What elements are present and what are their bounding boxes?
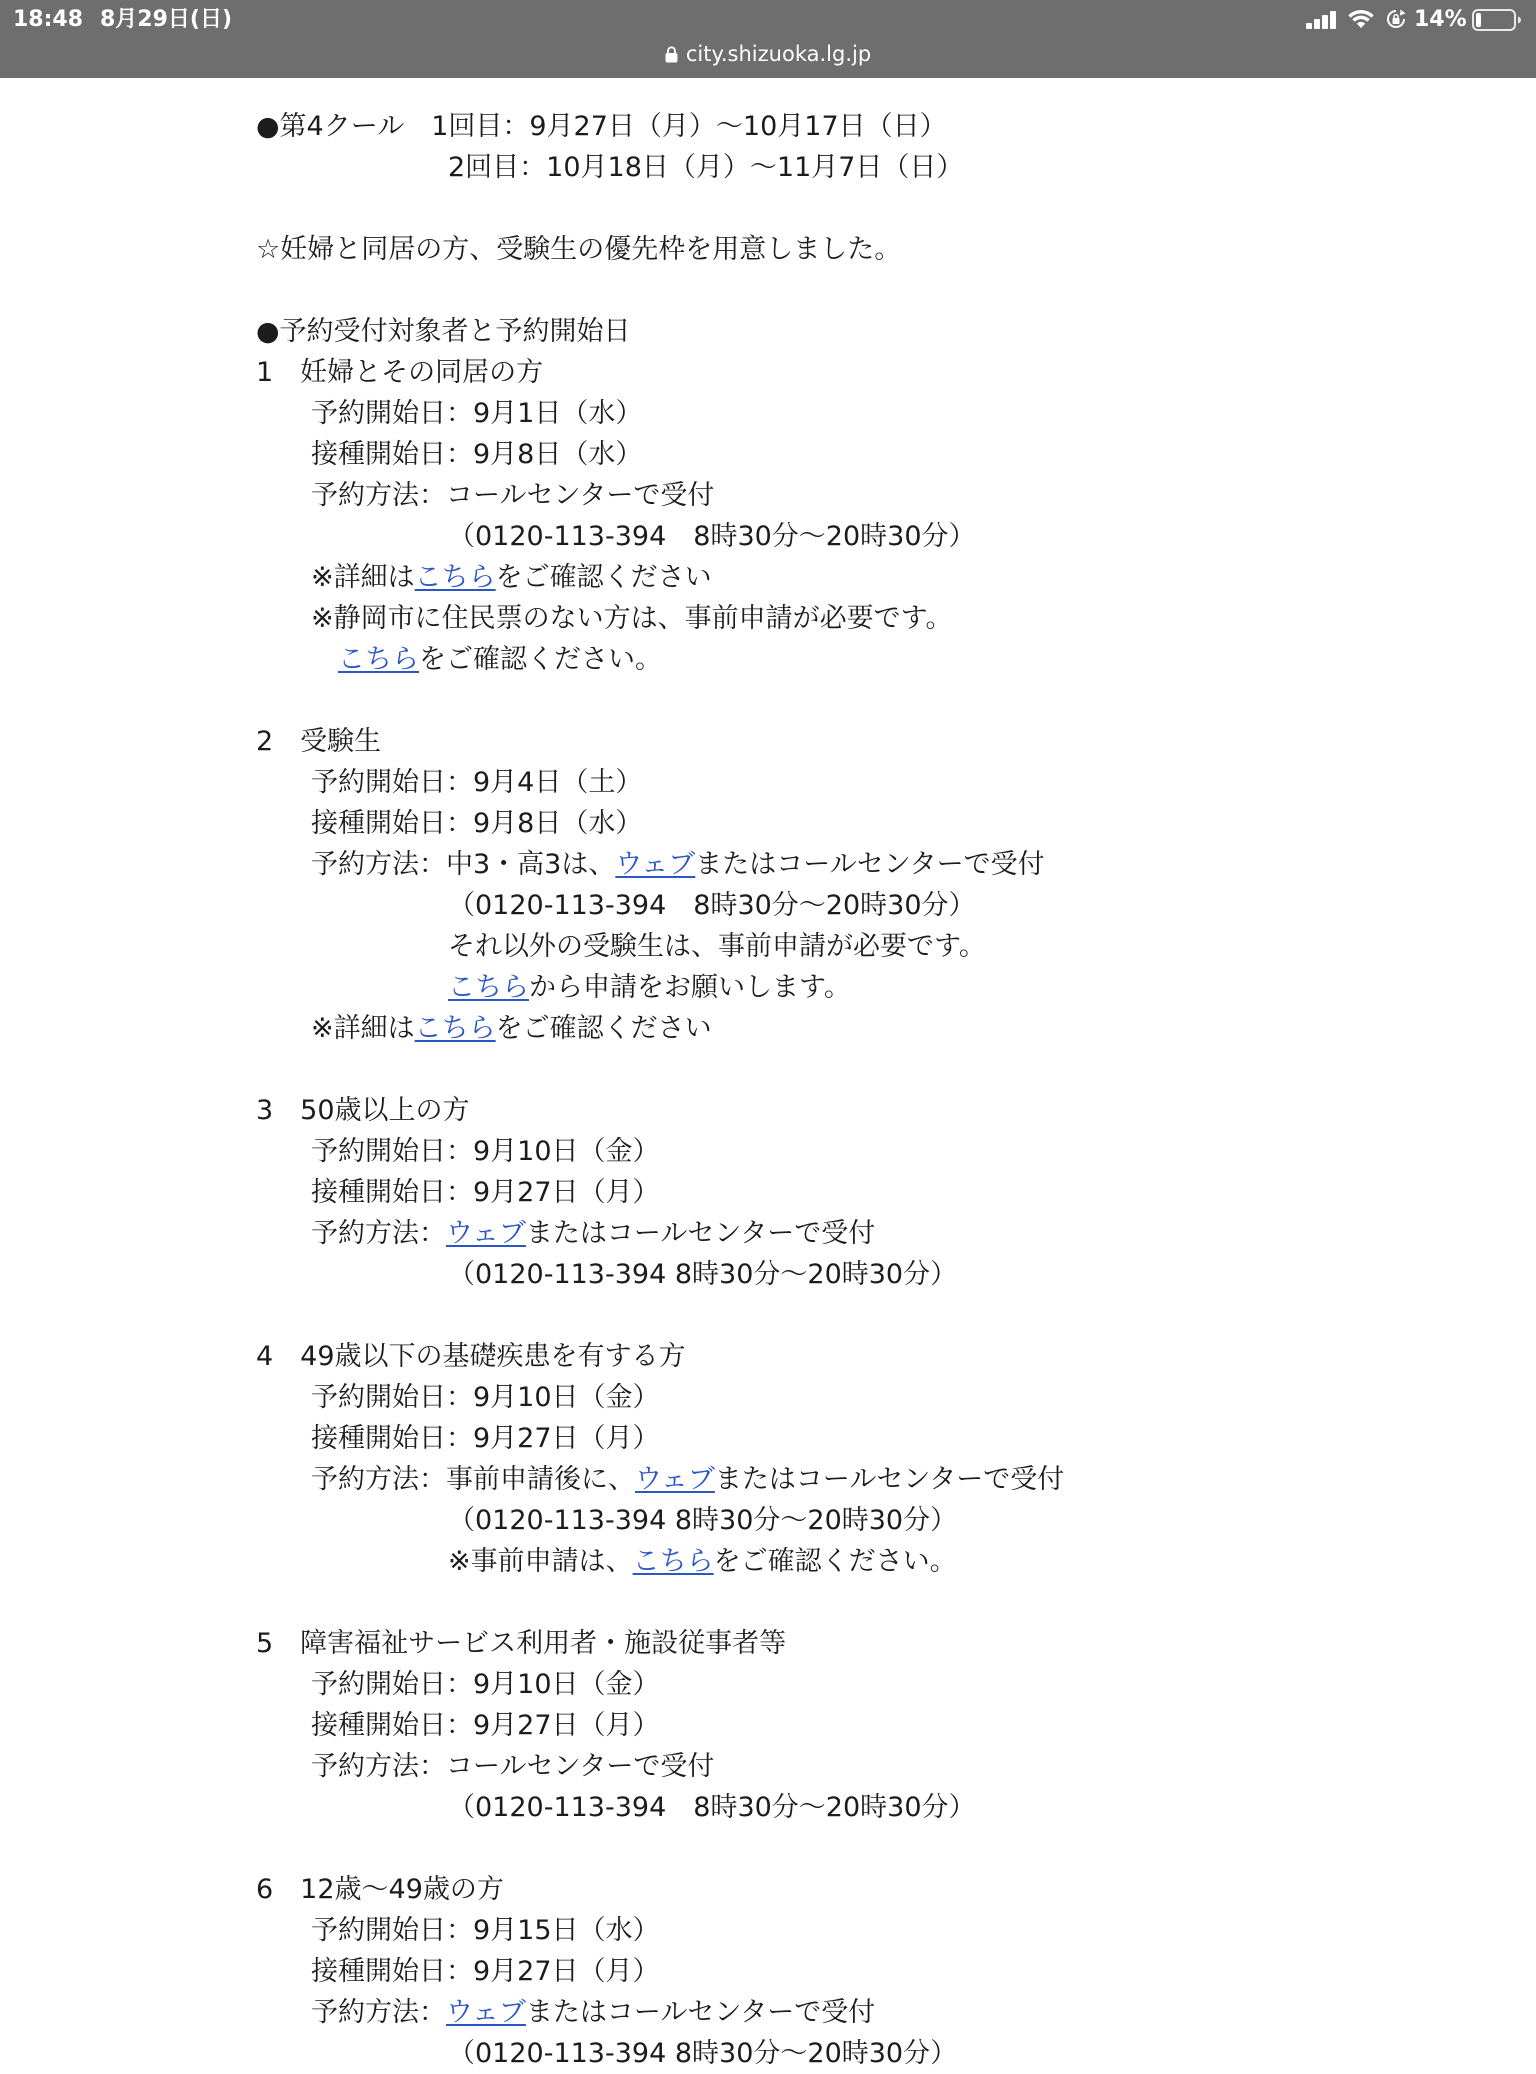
details-prefix: ※詳細は xyxy=(311,1013,415,1044)
blank-line xyxy=(0,1828,1536,1869)
reservation-method xyxy=(0,844,1536,885)
blank-line xyxy=(0,1582,1536,1623)
vaccination-start: 接種開始日：9月27日（月） xyxy=(311,1423,660,1454)
reservation-start: 予約開始日：9月1日（水） xyxy=(311,398,643,429)
battery-fill xyxy=(1476,13,1481,27)
web-reservation-link[interactable]: ウェブ xyxy=(635,1464,715,1495)
method-suffix: またはコールセンターで受付 xyxy=(714,1464,1065,1495)
battery-percentage: 14% xyxy=(1414,7,1467,32)
lock-icon xyxy=(665,46,678,63)
call-center-phone: （0120-113-394 8時30分～20時30分） xyxy=(448,1259,958,1290)
reservation-start: 予約開始日：9月4日（土） xyxy=(311,767,643,798)
method-prefix: 予約方法： xyxy=(311,1218,446,1249)
call-center-phone: （0120-113-394 8時30分～20時30分） xyxy=(448,1505,958,1536)
priority-note: ☆妊婦と同居の方、受験生の優先枠を用意しました。 xyxy=(256,234,902,265)
details-suffix: をご確認ください xyxy=(495,1013,712,1044)
web-reservation-link[interactable]: ウェブ xyxy=(615,849,696,880)
vaccination-start: 接種開始日：9月27日（月） xyxy=(311,1710,660,1741)
signal-icon xyxy=(1306,11,1338,29)
method-prefix: 予約方法：中3・高3は、 xyxy=(311,849,616,880)
vaccination-start: 接種開始日：9月8日（水） xyxy=(311,439,643,470)
call-center-phone: （0120-113-394 8時30分～20時30分） xyxy=(448,521,976,552)
non-resident-link[interactable]: こちら xyxy=(338,644,419,675)
blank-line xyxy=(0,270,1536,311)
blank-line xyxy=(0,1295,1536,1336)
details-suffix: をご確認ください xyxy=(495,562,712,593)
reservation-method: 予約方法：コールセンターで受付 xyxy=(311,480,715,511)
pre-application-suffix: をご確認ください。 xyxy=(713,1546,957,1577)
blank-line xyxy=(0,680,1536,721)
reservation-method xyxy=(0,1213,1536,1254)
wifi-icon xyxy=(1348,9,1374,29)
method-suffix: またはコールセンターで受付 xyxy=(525,1997,876,2028)
call-center-phone: （0120-113-394 8時30分～20時30分） xyxy=(448,2038,958,2069)
reservation-method: 予約方法：コールセンターで受付 xyxy=(311,1751,715,1782)
targets-heading: ●予約受付対象者と予約開始日 xyxy=(256,316,631,347)
other-examinees-note: それ以外の受験生は、事前申請が必要です。 xyxy=(448,931,986,962)
call-center-phone: （0120-113-394 8時30分～20時30分） xyxy=(448,1792,976,1823)
address-url[interactable]: city.shizuoka.lg.jp xyxy=(685,42,872,66)
application-line xyxy=(0,967,1536,1008)
group-title: 6 12歳～49歳の方 xyxy=(256,1874,504,1905)
pre-application-prefix: ※事前申請は、 xyxy=(448,1546,633,1577)
method-suffix: またはコールセンターで受付 xyxy=(525,1218,876,1249)
vaccination-start: 接種開始日：9月8日（水） xyxy=(311,808,643,839)
reservation-start: 予約開始日：9月10日（金） xyxy=(311,1136,660,1167)
non-resident-link-line xyxy=(0,639,1536,680)
blank-line xyxy=(0,1049,1536,1090)
reservation-start: 予約開始日：9月10日（金） xyxy=(311,1382,660,1413)
method-prefix: 予約方法： xyxy=(311,1997,446,2028)
group-title: 3 50歳以上の方 xyxy=(256,1095,470,1126)
vaccination-start: 接種開始日：9月27日（月） xyxy=(311,1177,660,1208)
method-prefix: 予約方法：事前申請後に、 xyxy=(311,1464,635,1495)
reservation-method xyxy=(0,1459,1536,1500)
status-date: 8月29日(日) xyxy=(100,7,233,32)
details-note xyxy=(0,557,1536,598)
reservation-start: 予約開始日：9月15日（水） xyxy=(311,1915,660,1946)
details-link[interactable]: こちら xyxy=(414,562,496,593)
address-bar[interactable] xyxy=(0,40,1536,68)
blank-line xyxy=(0,188,1536,229)
status-time: 18:48 xyxy=(13,7,84,32)
article-content xyxy=(0,106,1536,2074)
status-bar xyxy=(0,0,1536,78)
web-reservation-link[interactable]: ウェブ xyxy=(446,1997,526,2028)
application-suffix: から申請をお願いします。 xyxy=(529,972,851,1003)
non-resident-suffix: をご確認ください。 xyxy=(419,644,662,675)
method-suffix: またはコールセンターで受付 xyxy=(695,849,1045,880)
reservation-start: 予約開始日：9月10日（金） xyxy=(311,1669,660,1700)
call-center-phone: （0120-113-394 8時30分～20時30分） xyxy=(448,890,976,921)
pre-application-note xyxy=(0,1541,1536,1582)
group-title: 5 障害福祉サービス利用者・施設従事者等 xyxy=(256,1628,787,1659)
details-link[interactable]: こちら xyxy=(414,1013,496,1044)
group-title: 1 妊婦とその同居の方 xyxy=(256,357,544,388)
application-link[interactable]: こちら xyxy=(448,972,529,1003)
rotation-lock-icon xyxy=(1386,9,1406,29)
details-note xyxy=(0,1008,1536,1049)
details-prefix: ※詳細は xyxy=(311,562,415,593)
vaccination-start: 接種開始日：9月27日（月） xyxy=(311,1956,660,1987)
cool4-round2: 2回目：10月18日（月）～11月7日（日） xyxy=(448,152,964,183)
pre-application-link[interactable]: こちら xyxy=(632,1546,714,1577)
group-title: 4 49歳以下の基礎疾患を有する方 xyxy=(256,1341,686,1372)
group-title: 2 受験生 xyxy=(256,726,382,757)
web-reservation-link[interactable]: ウェブ xyxy=(446,1218,526,1249)
cool4-round1: ●第4クール 1回目：9月27日（月）～10月17日（日） xyxy=(256,111,947,142)
reservation-method xyxy=(0,1992,1536,2033)
non-resident-note: ※静岡市に住民票のない方は、事前申請が必要です。 xyxy=(311,603,953,634)
battery-icon xyxy=(1472,9,1522,31)
